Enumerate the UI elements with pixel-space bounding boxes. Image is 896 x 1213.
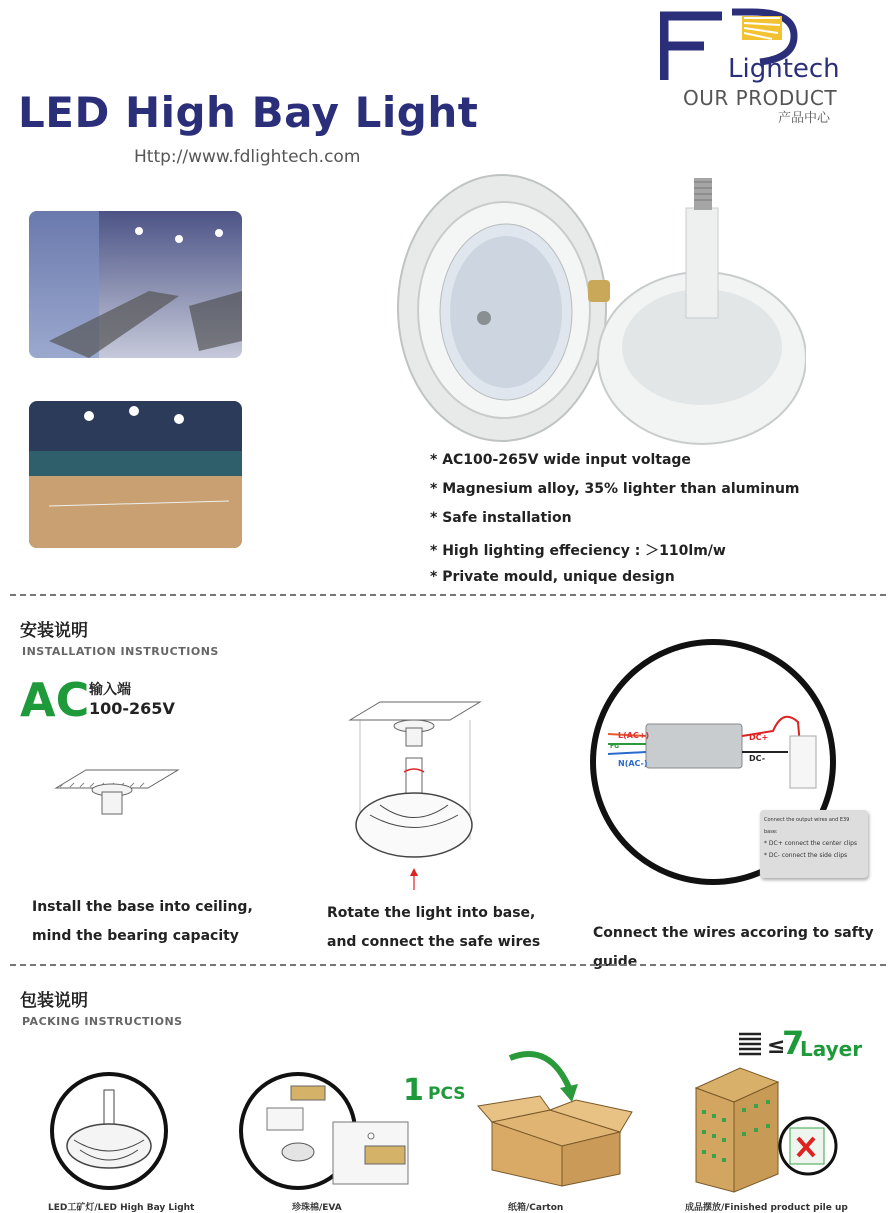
wire-label-l: L(AC+) [618, 731, 650, 740]
carton-box-icon [470, 1050, 635, 1190]
section-divider [10, 594, 886, 596]
pcs-label: PCS [428, 1084, 466, 1104]
feature-item: * Private mould, unique design [430, 569, 675, 585]
stack-lines-icon [737, 1032, 763, 1056]
pile-up-boxes-icon [690, 1058, 840, 1193]
our-product-label: OUR PRODUCT [683, 86, 838, 110]
rotate-light-diagram-icon [340, 700, 490, 895]
ceiling-base-icon [46, 768, 186, 828]
packing-light-icon [48, 1070, 170, 1192]
wire-label-n: N(AC-) [618, 759, 648, 768]
feature-item: * Magnesium alloy, 35% lighter than aluminum [430, 481, 800, 497]
caption-carton: 纸箱/Carton [508, 1203, 564, 1213]
wiring-note [760, 810, 868, 878]
badminton-hall-photo [29, 401, 242, 548]
wire-label-dcminus: DC- [749, 754, 766, 763]
layer-symbol: ≤ [767, 1034, 786, 1059]
section-divider [10, 964, 886, 966]
our-product-cn: 产品中心 [778, 111, 831, 126]
caption-eva: 珍珠棉/EVA [292, 1203, 342, 1213]
installation-title-cn: 安装说明 [20, 621, 88, 641]
feature-item: * AC100-265V wide input voltage [430, 452, 691, 468]
gym-photo [29, 211, 242, 358]
step1-line2: mind the bearing capacity [32, 928, 239, 944]
installation-title-en: INSTALLATION INSTRUCTIONS [22, 645, 219, 658]
wire-label-fg: FG [610, 743, 620, 750]
page-title: LED High Bay Light [18, 88, 479, 137]
layer-number: 7 [782, 1024, 805, 1062]
ac-voltage: 100-265V [89, 699, 175, 718]
layer-text: Layer [800, 1037, 863, 1061]
ac-input-cn: 输入端 [89, 682, 131, 698]
packing-title-cn: 包装说明 [20, 991, 88, 1011]
feature-item: * High lighting effeciency : ＞110lm/w [430, 543, 726, 559]
pcs-number: 1 [403, 1073, 424, 1108]
brand-name: Lightech [728, 54, 840, 84]
product-image [396, 172, 806, 450]
wire-label-dcplus: DC+ [749, 733, 769, 742]
caption-pile-up: 成品摆放/Finished product pile up [685, 1203, 848, 1213]
website-url[interactable]: Http://www.fdlightech.com [134, 147, 361, 167]
caption-light: LED工矿灯/LED High Bay Light [48, 1203, 195, 1213]
ac-label: AC [20, 673, 90, 727]
step2-line2: and connect the safe wires [327, 934, 541, 950]
step3-text: Connect the wires accoring to safty guide [593, 925, 874, 970]
feature-item: * Safe installation [430, 510, 572, 526]
wiring-note-line: * DC+ connect the center clips [764, 840, 858, 847]
packing-title-en: PACKING INSTRUCTIONS [22, 1015, 183, 1028]
packing-eva-icon [237, 1070, 412, 1192]
step1-line1: Install the base into ceiling, [32, 899, 253, 915]
wiring-note-line: * DC- connect the side clips [764, 852, 848, 859]
wiring-note-title: Connect the output wires and E39 base: [764, 817, 850, 835]
step2-line1: Rotate the light into base, [327, 905, 536, 921]
